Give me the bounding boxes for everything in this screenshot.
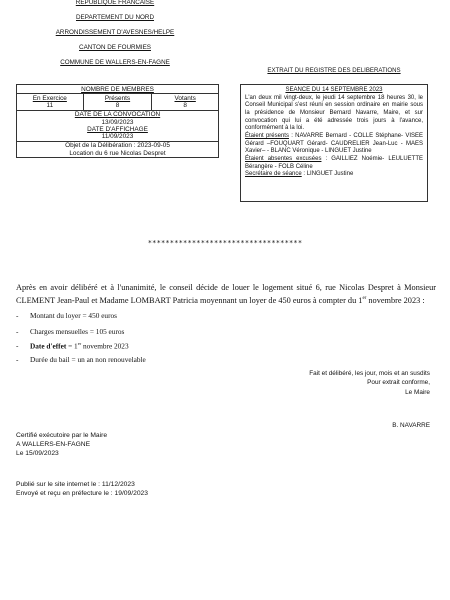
exercice-value: 11 — [46, 102, 54, 110]
votants-value: 8 — [183, 102, 187, 110]
convocation-label: DATE DE LA CONVOCATION — [74, 111, 161, 119]
star-separator: *********************************** — [147, 239, 303, 247]
seance-secretaire — [245, 171, 423, 179]
effet-value: = 1 — [66, 341, 78, 351]
exercice-label: En Exercice — [32, 94, 67, 102]
certification-line1: Certifié exécutoire par le Maire — [16, 432, 108, 439]
dash-4: - — [16, 355, 19, 364]
members-table — [16, 84, 219, 158]
effet-value-end: novembre 2023 — [81, 341, 129, 351]
seance-presents — [245, 133, 423, 156]
header-arrondissement: ARRONDISSEMENT D'AVESNES/HELPE — [55, 29, 175, 36]
signature-block — [309, 369, 430, 397]
header-commune: COMMUNE DE WALLERS-EN-FAGNE — [60, 59, 170, 66]
signature-line1: Fait et délibéré, les jour, mois et an susdits — [309, 370, 430, 377]
votants-label: Votants — [174, 94, 196, 102]
absents-heading: Étaient absentes excusées — [245, 156, 322, 163]
convocation-date: 13/09/2023 — [101, 118, 134, 126]
header-canton: CANTON DE FOURMIES — [79, 44, 151, 51]
objet-cell — [17, 141, 219, 158]
presents-heading: Étaient présents — [245, 133, 289, 140]
condition-duree — [16, 355, 146, 364]
publication-prefecture: Envoyé et reçu en préfecture le : 19/09/2023 — [16, 490, 148, 498]
affichage-label: DATE D'AFFICHAGE — [87, 125, 148, 133]
loyer-text: Montant du loyer = 450 euros — [30, 311, 118, 320]
deliberation-sup: er — [362, 296, 367, 302]
duree-text: Durée du bail = un an non renouvelable — [30, 355, 146, 364]
deliberation-text — [16, 282, 436, 308]
seance-absents — [245, 156, 423, 171]
seance-box — [240, 84, 428, 202]
members-col-exercice — [17, 94, 84, 111]
secretaire-name: : LINGUET Justine — [301, 171, 354, 178]
effet-label: Date d'effet — [30, 341, 67, 351]
header-departement: DEPARTEMENT DU NORD — [75, 14, 155, 21]
mayor-name: B. NAVARRE — [392, 422, 430, 429]
dates-cell — [17, 110, 219, 141]
deliberation-end: novembre 2023 : — [366, 295, 425, 305]
presents-list: : NAVARRE Bernard - COLLE Stéphane- VISEE Gérard –FOUQUART Gérard- CAUDRELIER Jean-Luc - MAES Xavier– - BLANC Véronique - LINGUET Justine — [245, 133, 424, 155]
condition-effet — [16, 341, 129, 350]
members-col-votants — [152, 94, 219, 111]
objet-detail: Location du 6 rue Nicolas Despret — [69, 149, 166, 157]
presents-label: Présents — [104, 94, 131, 102]
certification-line3: Le 15/09/2023 — [16, 450, 59, 458]
charges-text: Charges mensuelles = 105 euros — [30, 327, 125, 336]
deliberation-lead: Après en avoir délibéré et à l'unanimité, le conseil décide — [16, 283, 218, 292]
dash-2: - — [16, 327, 19, 336]
affichage-date: 11/09/2023 — [101, 133, 134, 140]
deliberation-body: de louer le logement situé 6, rue Nicolas Despret à Monsieur CLEMENT Jean-Paul et Madame LOMBART Patricia moyennant un loyer de 450 euros à compter du 1 — [16, 283, 436, 305]
seance-intro: L'an deux mil vingt-deux, le jeudi 14 septembre 18 heures 30, le Conseil Municipal s'est réuni en session ordinaire en mairie sous la présidence de Monsieur Bernard Navarre, Maire, et sur convocation qui lui a été adressée trois jours à l'avance, conformément à la loi. — [245, 94, 423, 132]
dash-3: - — [16, 341, 19, 351]
registre-title: EXTRAIT DU REGISTRE DES DELIBERATIONS — [267, 67, 401, 74]
members-title: NOMBRE DE MEMBRES — [17, 85, 219, 94]
dash-1: - — [16, 311, 19, 320]
signature-line3: Le Maire — [405, 388, 430, 396]
absents-list: : GAILLIEZ Noémie- LEULUETTE Bérangère - FOLB Céline — [245, 156, 423, 170]
certification-line2: A WALLERS-EN-FAGNE — [16, 441, 91, 449]
secretaire-heading: Secrétaire de séance — [245, 171, 302, 178]
header-republique: REPUBLIQUE FRANCAISE — [75, 0, 155, 6]
signature-line2: Pour extrait conforme, — [367, 379, 430, 387]
publication-web: Publié sur le site internet le : 11/12/2023 — [16, 481, 135, 488]
seance-title: SEANCE DU 14 SEPTEMBRE 2023 — [285, 87, 383, 93]
objet-title: Objet de la Délibération : 2023-09-05 — [65, 142, 170, 150]
effet-sup: er — [77, 341, 82, 346]
condition-loyer — [16, 311, 117, 320]
members-col-presents — [83, 94, 152, 111]
presents-value: 8 — [115, 102, 120, 110]
certification-block — [16, 431, 107, 458]
condition-charges — [16, 327, 124, 336]
publication-block — [16, 480, 148, 498]
